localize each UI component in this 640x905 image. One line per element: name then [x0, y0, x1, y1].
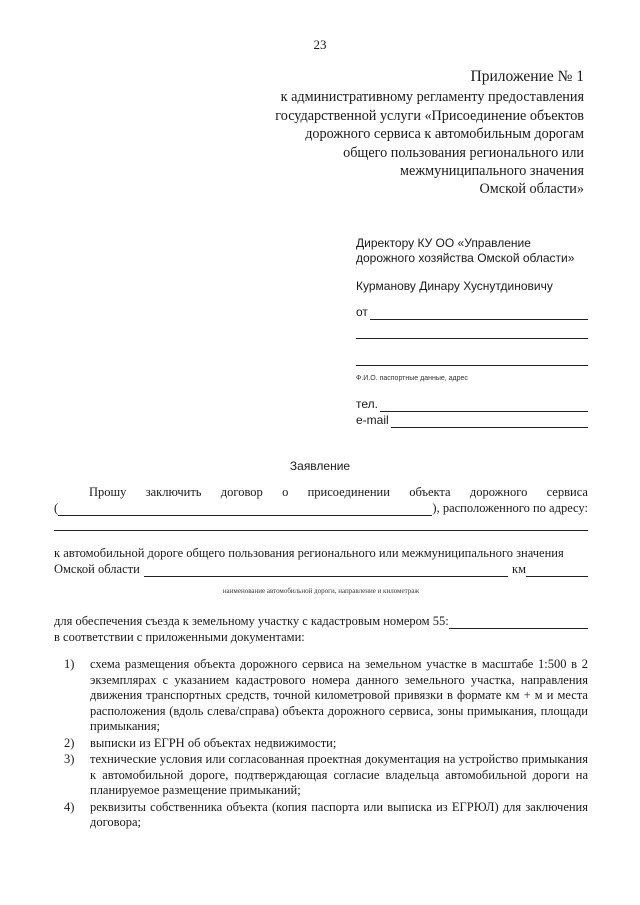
list-item-text: схема размещения объекта дорожного сервиса на земельном участке в масштабе 1:500 в 2 экземплярах с указанием кадастрового номера данного земельного участка, направления движения транспортных средств, точной километровой привязки в формате км + м и места расположения (вдоль слева/справа) объекта дорожного сервиса, зоны примыкания, площади примыкания; — [90, 657, 588, 733]
request-word: о — [282, 485, 289, 499]
appendix-line: государственной услуги «Присоединение объектов — [275, 107, 584, 124]
attached-docs-label: в соответствии с приложенными документами: — [54, 630, 305, 644]
list-item-text: технические условия или согласованная проектная документация на устройство примыкания к автомобильной дороге, подтверждающая согласие владельца автомобильной дороги на планируемое размещение примыканий; — [90, 752, 588, 797]
applicant-note: Ф.И.О. паспортные данные, адрес — [356, 375, 468, 382]
statement-body — [54, 484, 588, 832]
director-title — [356, 236, 588, 266]
request-word: присоединении — [307, 485, 390, 499]
documents-list — [54, 657, 588, 831]
email-blank[interactable] — [391, 416, 588, 428]
director-name: Курманову Динару Хуснутдиновичу — [356, 279, 553, 293]
object-name-line — [54, 500, 588, 516]
address-blank[interactable] — [54, 516, 588, 531]
list-item-text: реквизиты собственника объекта (копия паспорта или выписка из ЕГРЮЛ) для заключения договора; — [90, 799, 588, 829]
list-item-number: 3) — [64, 752, 75, 766]
tel-blank[interactable] — [380, 400, 588, 412]
request-word: договор — [220, 485, 263, 499]
from-blank[interactable] — [370, 308, 588, 320]
appendix-line: межмуниципального значения — [400, 163, 584, 180]
appendix-line: Омской области» — [479, 181, 584, 198]
list-item-number: 1) — [64, 657, 75, 671]
appendix-line: общего пользования регионального или — [343, 144, 584, 161]
appendix-header — [224, 68, 584, 199]
list-item — [54, 800, 588, 831]
region-km-line — [54, 561, 588, 577]
road-name-blank[interactable] — [144, 564, 508, 577]
cadastral-line — [54, 613, 588, 629]
request-word: Прошу — [89, 485, 127, 499]
list-item — [54, 752, 588, 799]
request-word: дорожного — [469, 485, 528, 499]
appendix-line: дорожного сервиса к автомобильным дорогам — [305, 126, 584, 143]
list-item — [54, 657, 588, 735]
road-caption: наименование автомобильной дороги, направление и километраж — [222, 587, 420, 595]
region-label: Омской области — [54, 562, 140, 576]
applicant-blank-line[interactable] — [356, 347, 588, 366]
request-word: объекта — [409, 485, 451, 499]
tel-label: тел. — [356, 397, 378, 411]
request-word: заключить — [145, 485, 202, 499]
list-item-number: 4) — [64, 799, 75, 814]
from-field[interactable] — [356, 304, 588, 320]
km-blank[interactable] — [526, 564, 588, 577]
paren-open: ( — [54, 501, 59, 515]
page-number: 23 — [313, 37, 327, 52]
request-line — [54, 484, 588, 500]
cadastral-blank[interactable] — [449, 616, 588, 629]
km-label: км — [512, 562, 526, 576]
addressee-block — [356, 236, 588, 428]
tel-field[interactable] — [356, 396, 588, 412]
list-item-text: выписки из ЕГРН об объектах недвижимости; — [90, 735, 337, 750]
email-label: e-mail — [356, 413, 389, 427]
list-item — [54, 736, 588, 752]
cadastral-label: для обеспечения съезда к земельному участку с кадастровым номером 55: — [54, 614, 449, 628]
appendix-line: к административному регламенту предоставления — [280, 89, 584, 106]
road-line: к автомобильной дороге общего пользования регионального или межмуниципального значения — [54, 546, 564, 560]
director-line: дорожного хозяйства Омской области» — [356, 251, 575, 265]
object-name-blank[interactable] — [58, 503, 432, 516]
request-word: сервиса — [546, 485, 588, 499]
list-item-number: 2) — [64, 735, 75, 750]
from-label: от — [356, 305, 368, 319]
statement-title: Заявление — [289, 459, 351, 473]
applicant-blank-line[interactable] — [356, 320, 588, 339]
email-field[interactable] — [356, 412, 588, 428]
appendix-title: Приложение № 1 — [470, 68, 584, 85]
director-line: Директору КУ ОО «Управление — [356, 236, 531, 250]
address-label: ), расположенного по адресу: — [432, 501, 588, 515]
